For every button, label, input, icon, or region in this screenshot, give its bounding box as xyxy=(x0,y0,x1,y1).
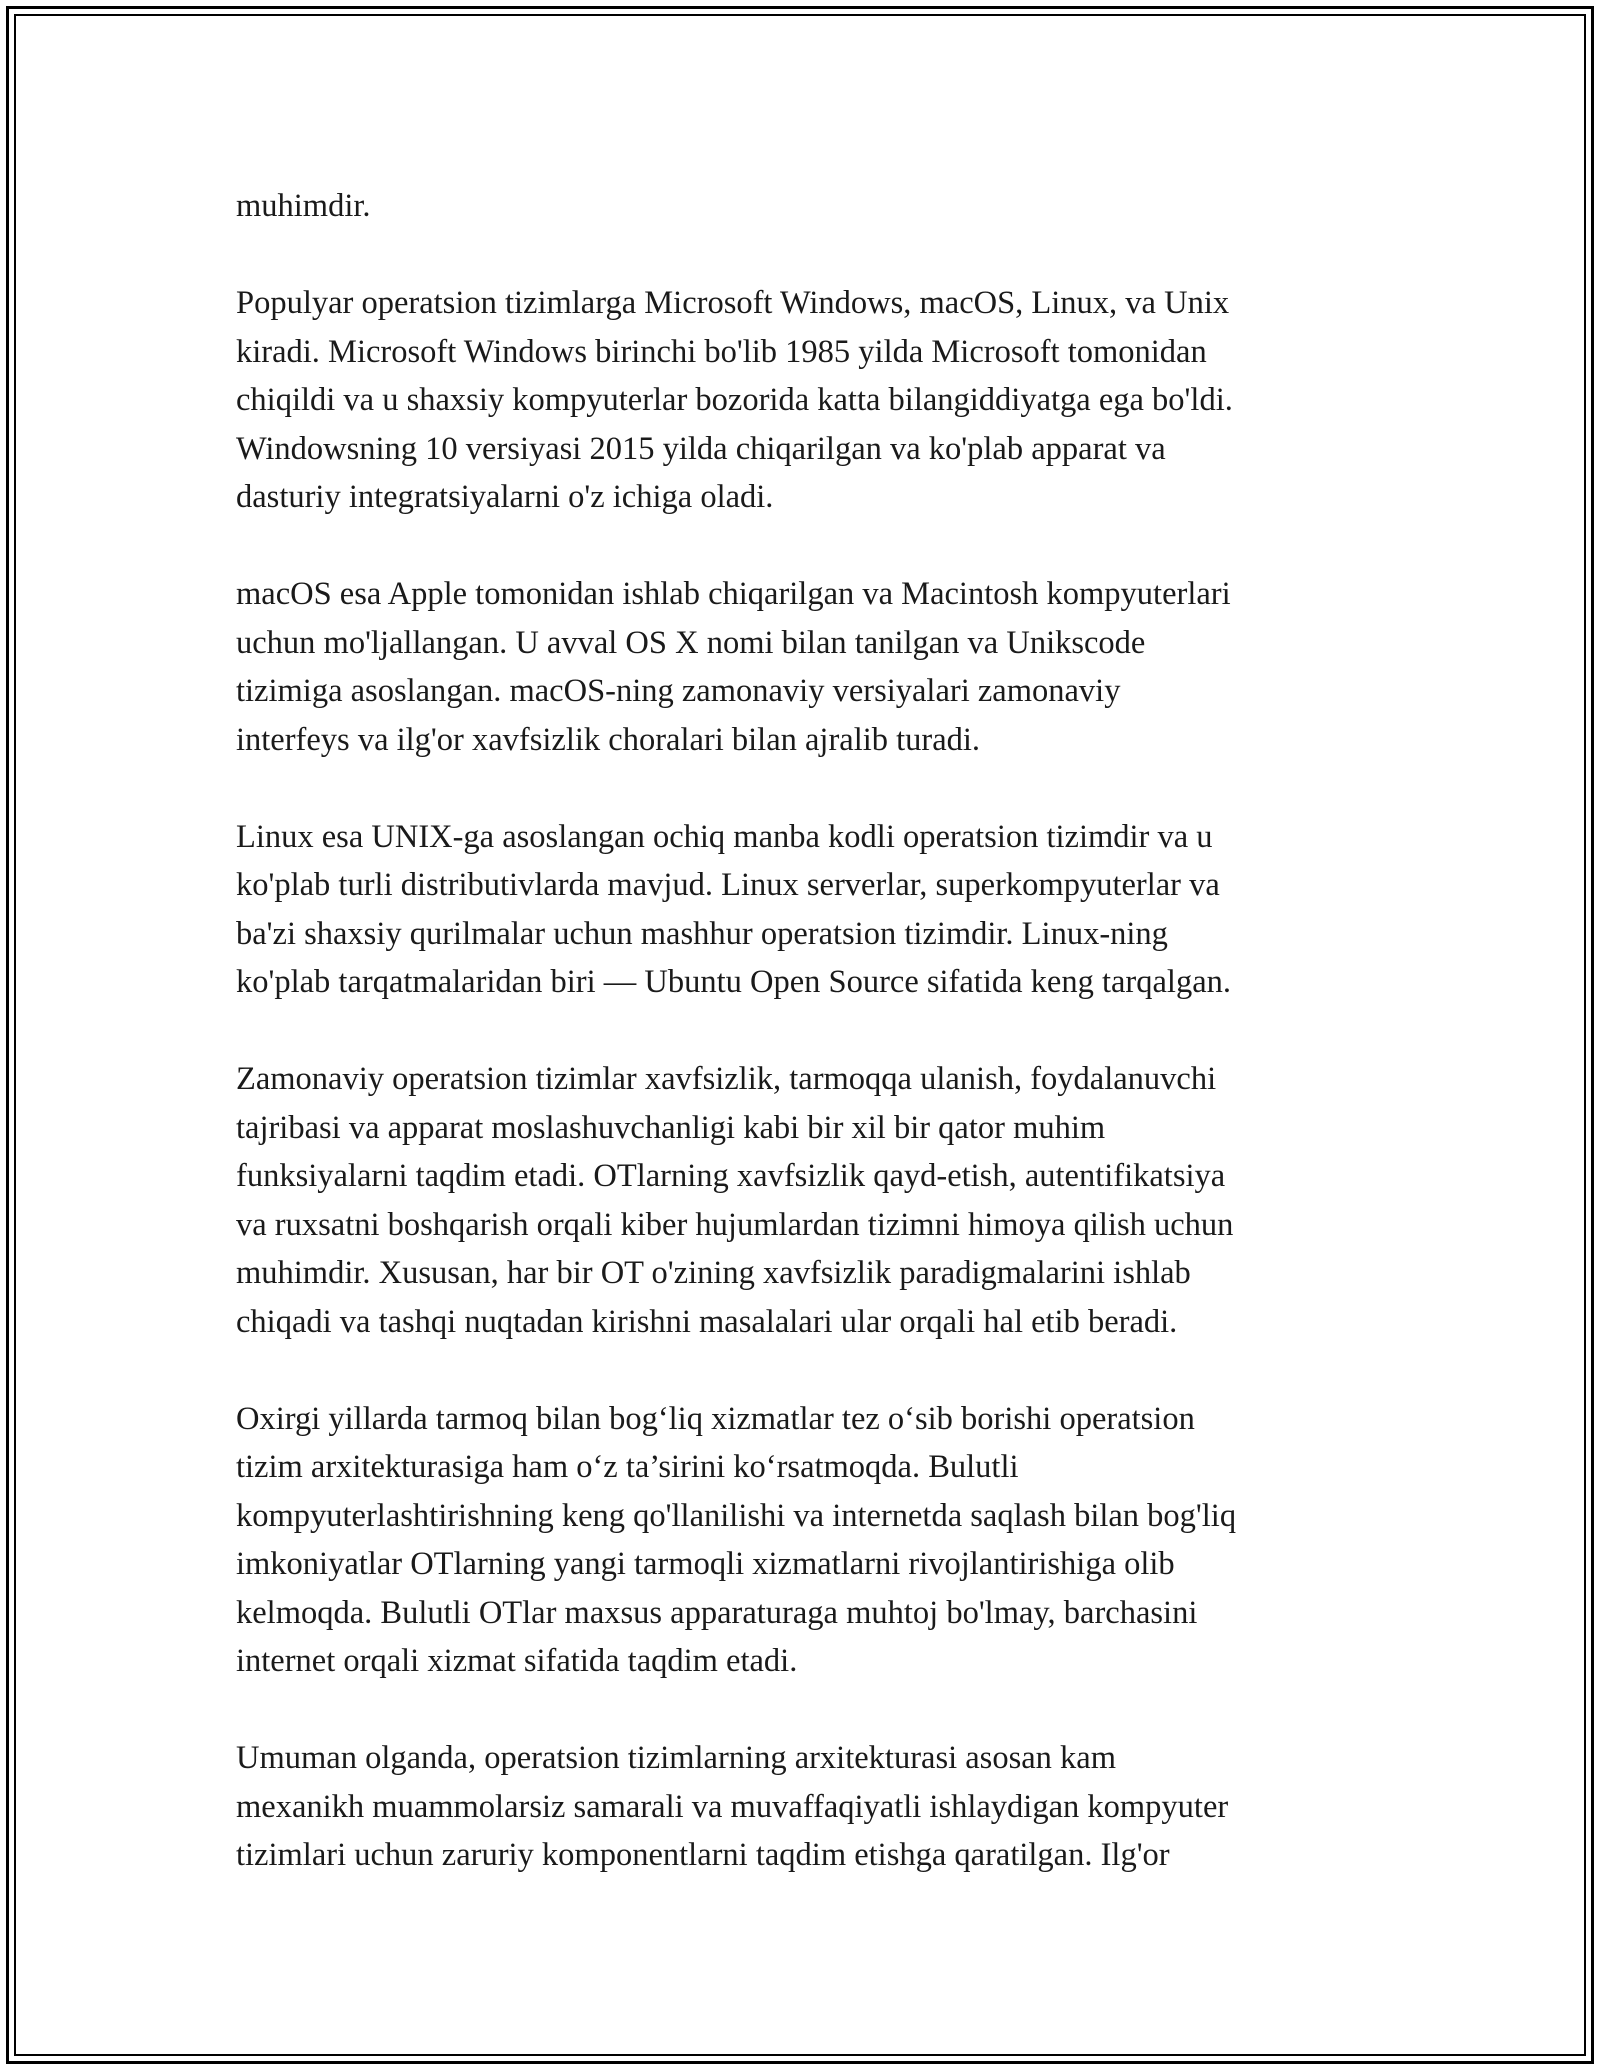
text-line: Zamonaviy operatsion tizimlar xavfsizlik, tarmoqqa ulanish, foydalanuvchi xyxy=(236,1061,1217,1097)
text-line: macOS esa Apple tomonidan ishlab chiqarilgan va Macintosh kompyuterlari xyxy=(236,576,1231,612)
text-line: internet orqali xizmat sifatida taqdim etadi. xyxy=(236,1643,798,1679)
paragraph-conclusion xyxy=(236,1734,1386,1880)
text-line: chiqadi va tashqi nuqtadan kirishni masalalari ular orqali hal etib beradi. xyxy=(236,1303,1178,1340)
text-line: Umuman olganda, operatsion tizimlarning arxitekturasi asosan kam xyxy=(236,1740,1116,1776)
paragraph-continuation xyxy=(236,182,1386,231)
text-line: Windowsning 10 versiyasi 2015 yilda chiqarilgan va ko'plab apparat va xyxy=(236,430,1166,467)
text-line: ba'zi shaxsiy qurilmalar uchun mashhur operatsion tizimdir. Linux-ning xyxy=(236,915,1168,952)
text-line: kompyuterlashtirishning keng qo'llanilishi va internetda saqlash bilan bog'liq xyxy=(236,1497,1237,1534)
text-line: imkoniyatlar OTlarning yangi tarmoqli xizmatlarni rivojlantirishiga olib xyxy=(236,1546,1175,1582)
text-line: Oxirgi yillarda tarmoq bilan bog‘liq xizmatlar tez o‘sib borishi operatsion xyxy=(236,1400,1195,1437)
paragraph-modern-os xyxy=(236,1055,1386,1346)
text-line: tizimiga asoslangan. macOS-ning zamonaviy versiyalari zamonaviy xyxy=(236,673,1121,709)
text-line: muhimdir. xyxy=(236,188,371,224)
text-line: Populyar operatsion tizimlarga Microsoft Windows, macOS, Linux, va Unix xyxy=(236,285,1230,321)
text-line: dasturiy integratsiyalarni o'z ichiga oladi. xyxy=(236,479,774,515)
text-line: funksiyalarni taqdim etadi. OTlarning xavfsizlik qayd-etish, autentifikatsiya xyxy=(236,1158,1226,1194)
text-line: tizim arxitekturasiga ham o‘z ta’sirini ko‘rsatmoqda. Bulutli xyxy=(236,1449,1019,1485)
text-line: va ruxsatni boshqarish orqali kiber hujumlardan tizimni himoya qilish uchun xyxy=(236,1206,1234,1243)
text-line: muhimdir. Xususan, har bir OT o'zining xavfsizlik paradigmalarini ishlab xyxy=(236,1255,1191,1291)
text-line: ko'plab turli distributivlarda mavjud. Linux serverlar, superkompyuterlar va xyxy=(236,867,1220,903)
paragraph-macos xyxy=(236,570,1386,764)
text-line: interfeys va ilg'or xavfsizlik choralari bilan ajralib turadi. xyxy=(236,721,981,758)
text-line: uchun mo'ljallangan. U avval OS X nomi bilan tanilgan va Unikscode xyxy=(236,624,1146,661)
text-line: kelmoqda. Bulutli OTlar maxsus apparaturaga muhtoj bo'lmay, barchasini xyxy=(236,1594,1198,1631)
paragraph-network-services xyxy=(236,1395,1386,1686)
text-line: Linux esa UNIX-ga asoslangan ochiq manba kodli operatsion tizimdir va u xyxy=(236,818,1213,855)
text-line: chiqildi va u shaxsiy kompyuterlar bozorida katta bilangiddiyatga ega bo'ldi. xyxy=(236,382,1233,418)
text-line: mexanikh muammolarsiz samarali va muvaffaqiyatli ishlaydigan kompyuter xyxy=(236,1788,1229,1825)
text-line: ko'plab tarqatmalaridan biri — Ubuntu Open Source sifatida keng tarqalgan. xyxy=(236,964,1231,1000)
text-line: tajribasi va apparat moslashuvchanligi kabi bir xil bir qator muhim xyxy=(236,1109,1106,1146)
document-body xyxy=(236,182,1386,1928)
paragraph-linux xyxy=(236,813,1386,1007)
text-line: tizimlari uchun zaruriy komponentlarni taqdim etishga qaratilgan. Ilg'or xyxy=(236,1837,1170,1873)
text-line: kiradi. Microsoft Windows birinchi bo'lib 1985 yilda Microsoft tomonidan xyxy=(236,333,1207,370)
paragraph-popular-os xyxy=(236,279,1386,522)
